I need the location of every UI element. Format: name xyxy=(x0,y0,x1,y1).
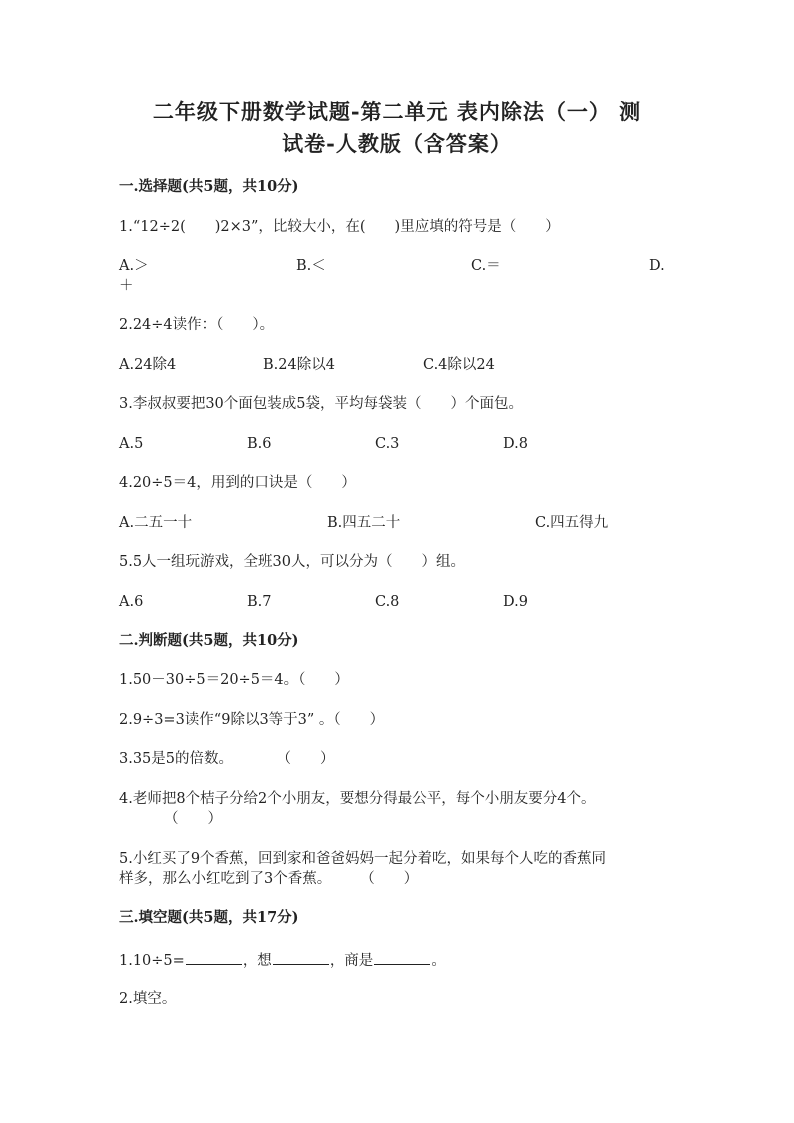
section-heading-fill: 三.填空题(共5题，共17分) xyxy=(119,909,299,926)
choice-q3-option-d: D.8 xyxy=(503,436,528,452)
page-title-line1: 二年级下册数学试题-第二单元 表内除法（一） 测 xyxy=(152,99,642,124)
fill-q1-part-d: 。 xyxy=(431,953,446,969)
section-heading-judge: 二.判断题(共5题，共10分) xyxy=(119,632,299,649)
judge-question-5-cont: 样多，那么小红吃到了3个香蕉。 （ ） xyxy=(119,871,419,887)
choice-q4-option-b: B.四五二十 xyxy=(327,515,401,531)
fill-q1-part-c: ，商是 xyxy=(329,953,374,969)
judge-question-2: 2.9÷3=3读作“9除以3等于3” 。（ ） xyxy=(119,712,385,728)
choice-q2-option-b: B.24除以4 xyxy=(263,357,335,373)
choice-q1-option-c: C.＝ xyxy=(471,258,501,274)
fill-question-1 xyxy=(119,950,679,971)
section-heading-choice: 一.选择题(共5题，共10分) xyxy=(119,178,299,195)
choice-q1-option-d: D. xyxy=(649,258,665,274)
choice-q2-option-c: C.4除以24 xyxy=(423,357,495,373)
choice-q5-option-a: A.6 xyxy=(119,594,144,610)
fill-q1-blank-3[interactable] xyxy=(374,950,430,965)
choice-q4-option-a: A.二五一十 xyxy=(119,515,193,531)
choice-question-5: 5.5人一组玩游戏，全班30人，可以分为（ ）组。 xyxy=(119,554,466,570)
choice-question-1: 1.“12÷2( )2×3”，比较大小，在( )里应填的符号是（ ） xyxy=(119,219,560,235)
judge-question-1: 1.50－30÷5＝20÷5＝4。（ ） xyxy=(119,672,349,688)
choice-q5-option-c: C.8 xyxy=(375,594,400,610)
judge-question-3: 3.35是5的倍数。 （ ） xyxy=(119,751,335,767)
choice-q5-option-d: D.9 xyxy=(503,594,528,610)
choice-q1-option-d-symbol: ＋ xyxy=(119,278,134,294)
choice-question-3: 3.李叔叔要把30个面包装成5袋，平均每袋装（ ）个面包。 xyxy=(119,396,524,412)
fill-q1-blank-1[interactable] xyxy=(186,950,242,965)
choice-q3-option-a: A.5 xyxy=(119,436,144,452)
fill-q1-blank-2[interactable] xyxy=(273,950,329,965)
choice-q1-option-a: A.＞ xyxy=(119,258,149,274)
fill-q1-part-a: 1.10÷5= xyxy=(119,953,185,969)
fill-question-2: 2.填空。 xyxy=(119,991,177,1007)
choice-q2-option-a: A.24除4 xyxy=(119,357,177,373)
choice-q4-option-c: C.四五得九 xyxy=(535,515,609,531)
choice-question-2: 2.24÷4读作：（ ）。 xyxy=(119,317,275,333)
choice-q3-option-c: C.3 xyxy=(375,436,400,452)
judge-question-5: 5.小红买了9个香蕉，回到家和爸爸妈妈一起分着吃，如果每个人吃的香蕉同 xyxy=(119,851,607,867)
page-title-line2: 试卷-人教版（含答案） xyxy=(282,131,512,156)
choice-q3-option-b: B.6 xyxy=(247,436,272,452)
fill-q1-part-b: ，想 xyxy=(242,953,272,969)
judge-question-4-answer: （ ） xyxy=(164,811,222,827)
choice-q1-option-b: B.＜ xyxy=(296,258,326,274)
choice-q5-option-b: B.7 xyxy=(247,594,272,610)
judge-question-4: 4.老师把8个桔子分给2个小朋友，要想分得最公平，每个小朋友要分4个。 xyxy=(119,791,596,807)
choice-question-4: 4.20÷5＝4，用到的口诀是（ ） xyxy=(119,475,356,491)
